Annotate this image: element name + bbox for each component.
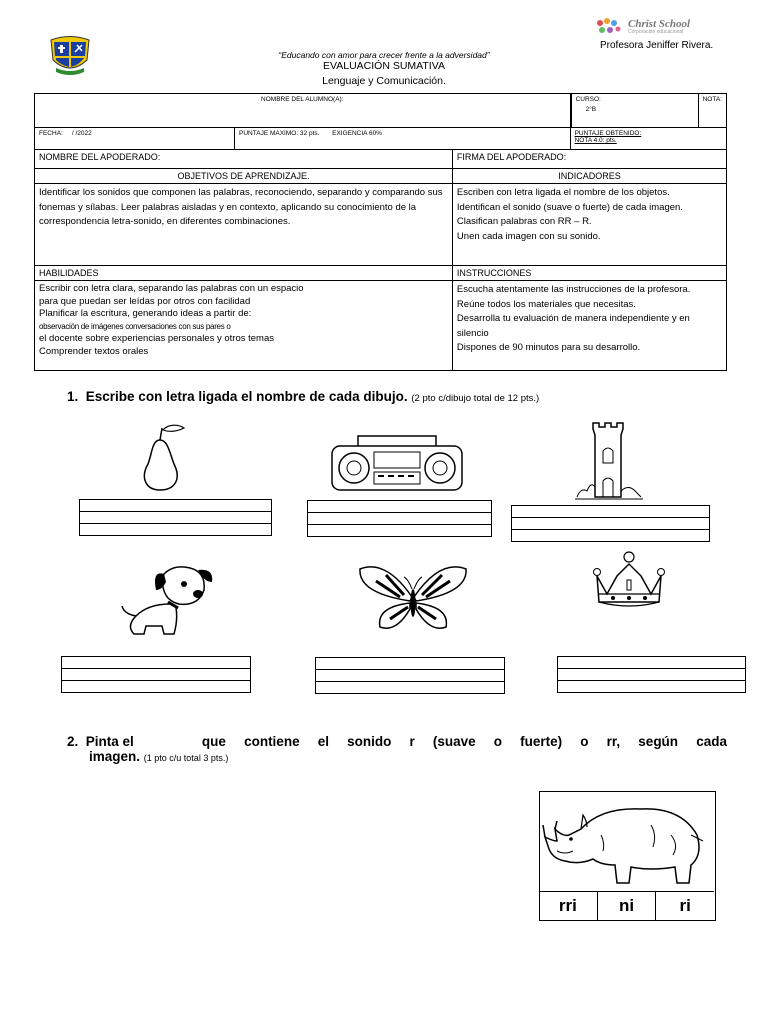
question-1 bbox=[67, 389, 539, 404]
instruction-item: Reúne todos los materiales que necesitas. bbox=[456, 298, 636, 310]
crown-icon bbox=[593, 550, 665, 621]
question-1-points: (2 pto c/dibujo total de 12 pts.) bbox=[411, 393, 540, 404]
indicator-item: Unen cada imagen con su sonido. bbox=[456, 230, 601, 242]
obtained-label: PUNTAJE OBTENIDO: bbox=[574, 130, 642, 137]
teacher-name: Profesora Jeniffer Rivera. bbox=[600, 40, 714, 51]
date-value: / /2022 bbox=[71, 130, 92, 137]
score-cell bbox=[235, 128, 571, 150]
instruction-item: Desarrolla tu evaluación de manera independiente y en silencio bbox=[456, 313, 690, 339]
castle-icon bbox=[573, 421, 645, 506]
question-2-word: el bbox=[317, 734, 329, 749]
indicator-item: Escriben con letra ligada el nombre de los objetos. bbox=[456, 187, 670, 198]
skills-list bbox=[35, 281, 453, 371]
question-2-line1 bbox=[67, 734, 727, 749]
question-2-word: rr, bbox=[606, 734, 621, 749]
instruction-item: Escucha atentamente las instrucciones de la profesora. bbox=[456, 284, 691, 295]
objectives-title: OBJETIVOS DE APRENDIZAJE. bbox=[35, 169, 453, 184]
course-value: 2°B bbox=[585, 106, 597, 113]
question-2-word: fuerte) bbox=[520, 734, 563, 749]
school-motto: “Educando con amor para crecer frente a la adversidad” bbox=[278, 50, 490, 60]
skill-item: Comprender textos orales bbox=[39, 345, 149, 357]
answer-box-radio[interactable] bbox=[307, 500, 492, 537]
skill-item: Escribir con letra clara, separando las palabras con un espacio bbox=[39, 283, 304, 294]
christ-school-logo bbox=[590, 16, 730, 38]
max-score: PUNTAJE MAXIMO: 32 pts. bbox=[239, 130, 320, 137]
indicators-list bbox=[452, 184, 726, 266]
question-2-word: contiene bbox=[244, 734, 300, 749]
question-2-word: según bbox=[638, 734, 679, 749]
guardian-name-label: NOMBRE DEL APODERADO: bbox=[39, 152, 161, 162]
grade-label: NOTA: bbox=[702, 96, 722, 103]
question-2-word: que bbox=[201, 734, 226, 749]
question-2-word: cada bbox=[696, 734, 727, 749]
question-2 bbox=[67, 734, 727, 764]
instructions-list bbox=[452, 281, 726, 371]
skill-item: observación de imágenes conversaciones con sus pares o bbox=[39, 321, 231, 331]
question-1-text: Escribe con letra ligada el nombre de cada dibujo. bbox=[85, 389, 408, 404]
indicators-title: INDICADORES bbox=[452, 169, 726, 184]
obtained-cell[interactable] bbox=[570, 128, 726, 150]
dog-icon bbox=[118, 560, 218, 645]
skill-item: para que puedan ser leídas por otros con facilidad bbox=[39, 295, 251, 307]
date-label: FECHA: bbox=[39, 130, 63, 137]
question-2-word: o bbox=[493, 734, 503, 749]
answer-box-castle[interactable] bbox=[511, 505, 710, 542]
evaluation-title: EVALUACIÓN SUMATIVA bbox=[323, 60, 445, 72]
requirement: EXIGENCIA 60% bbox=[332, 130, 382, 137]
skills-title: HABILIDADES bbox=[35, 266, 453, 281]
option-cell[interactable]: ni bbox=[598, 892, 657, 920]
question-2-word: r bbox=[409, 734, 415, 749]
butterfly-icon bbox=[356, 563, 470, 638]
instruction-item: Dispones de 90 minutos para su desarrollo. bbox=[456, 342, 641, 353]
guardian-sign-label: FIRMA DEL APODERADO: bbox=[456, 152, 567, 162]
guardian-sign-cell[interactable] bbox=[452, 150, 726, 169]
course-label: CURSO: bbox=[575, 96, 601, 103]
objectives-text: Identificar los sonidos que componen las palabras, reconociendo, separando y comparando sus fonemas y sílabas. Leer palabras aisladas y en contexto, aplicando su conocimiento de la correspondencia letra-sonido, en diferentes combinaciones. bbox=[35, 184, 453, 266]
student-name-label: NOMBRE DEL ALUMNO(A): bbox=[261, 96, 344, 103]
info-table bbox=[34, 93, 727, 371]
pear-icon bbox=[130, 422, 192, 497]
date-cell[interactable] bbox=[35, 128, 235, 150]
indicator-item: Clasifican palabras con RR – R. bbox=[456, 216, 592, 227]
skill-item: Planificar la escritura, generando ideas a partir de: bbox=[39, 308, 252, 319]
answer-box-pear[interactable] bbox=[79, 499, 272, 536]
question-2-points: (1 pto c/u total 3 pts.) bbox=[143, 753, 229, 763]
radio-icon bbox=[328, 432, 466, 497]
logo-name: Christ School bbox=[628, 18, 691, 30]
question-2-word: o bbox=[580, 734, 589, 749]
answer-box-butterfly[interactable] bbox=[315, 657, 505, 694]
option-cell[interactable]: ri bbox=[679, 896, 691, 915]
answer-box-dog[interactable] bbox=[61, 656, 251, 693]
subject-title: Lenguaje y Comunicación. bbox=[322, 75, 446, 87]
question-2-number: 2. bbox=[67, 734, 79, 749]
indicator-item: Identifican el sonido (suave o fuerte) de cada imagen. bbox=[456, 201, 683, 213]
guardian-name-cell[interactable] bbox=[35, 150, 453, 169]
course-cell bbox=[571, 94, 699, 127]
instructions-title: INSTRUCCIONES bbox=[452, 266, 726, 281]
question-2-word: sonido bbox=[347, 734, 392, 749]
student-name-cell[interactable] bbox=[35, 94, 571, 128]
question-2-text-line2: imagen. bbox=[89, 749, 141, 764]
question-2-word: Pinta el bbox=[85, 734, 134, 749]
nota-requirement: NOTA 4.0: pts. bbox=[574, 137, 617, 144]
option-cell[interactable]: rri bbox=[539, 892, 598, 920]
course-grade-cell bbox=[570, 94, 726, 128]
skill-item: el docente sobre experiencias personales y otros temas bbox=[39, 333, 274, 344]
question-2-word: (suave bbox=[432, 734, 476, 749]
answer-box-crown[interactable] bbox=[557, 656, 746, 693]
grade-cell[interactable] bbox=[699, 94, 726, 127]
logo-subtitle: Corporación educacional bbox=[628, 29, 684, 35]
rhino-icon bbox=[541, 795, 711, 894]
question-1-number: 1. bbox=[67, 389, 79, 404]
rhino-options bbox=[539, 891, 714, 920]
